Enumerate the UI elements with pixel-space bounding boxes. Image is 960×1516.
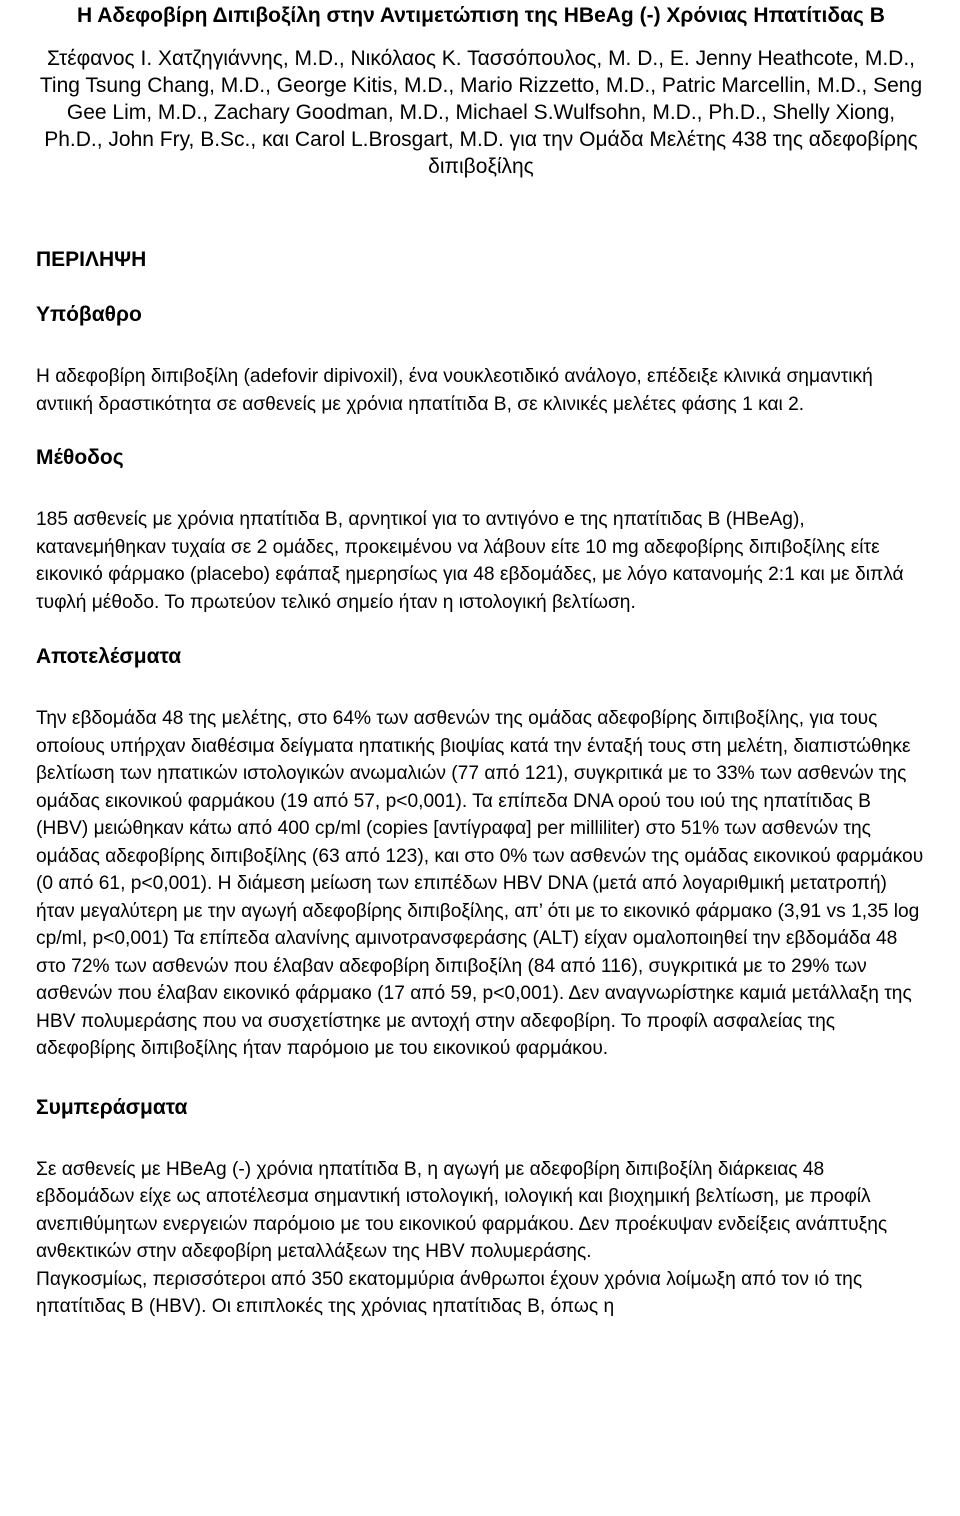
results-heading: Αποτελέσματα [36,645,182,668]
conclusions-paragraph: Σε ασθενείς με HBeAg (-) χρόνια ηπατίτιδα Β, η αγωγή με αδεφοβίρη διπιβοξίλη διάρκειας 48 εβδομάδων είχε ως αποτέλεσμα σημαντική ιστολογική, ιολογική και βιοχημική βελτίωση, με προφίλ ανεπιθύμητων ενεργειών παρόμοιο με του εικονικού φαρμάκου. Δεν προέκυψαν ενδείξεις ανάπτυξης ανθεκτικών στην αδεφοβίρη μεταλλάξεων της HBV πολυμεράσης. [36,1158,888,1262]
conclusions-heading: Συμπεράσματα [36,1095,188,1119]
results-paragraph: Την εβδομάδα 48 της μελέτης, στο 64% των ασθενών της ομάδας αδεφοβίρης διπιβοξίλης, για τους οποίους υπήρχαν διαθέσιμα δείγματα ηπατικής βιοψίας κατά την ένταξή τους στη μελέτη, διαπιστώθηκε βελτίωση των ηπατικών ιστολογικών ανωμαλιών (77 από 121), συγκριτικά με το 33% των ασθενών της ομάδας εικονικού φαρμάκου (19 από 57, p<0,001). Τα επίπεδα DNA ορού του ιού της ηπατίτιδας Β (HBV) μειώθηκαν κάτω από 400 cp/ml (copies [αντίγραφα] per milliliter) στο 51% των ασθενών της ομάδας αδεφοβίρης διπιβοξίλης (63 από 123), και στο 0% των ασθενών της ομάδας εικονικού φαρμάκου (0 από 61, p<0,001). Η διάμεση μείωση των επιπέδων HBV DNA (μετά από λογαριθμική μετατροπή) ήταν μεγαλύτερη με την αγωγή αδεφοβίρης διπιβοξίλης, απ’ ότι με το εικονικό φάρμακο (3,91 vs 1,35 log cp/ml, p<0,001) Τα επίπεδα αλανίνης αμινοτρανσφεράσης (ALT) είχαν ομαλοποιηθεί την εβδομάδα 48 στο 72% των ασθενών που έλαβαν αδεφοβίρη διπιβοξίλη (84 από 116), συγκριτικά με το 29% των ασθενών που έλαβαν εικονικό φάρμακο (17 από 59, p<0,001). Δεν αναγνωρίστηκε καμιά μετάλλαξη της HBV πολυμεράσης που να συσχετίστηκε με αντοχή στην αδεφοβίρη. Το προφίλ ασφαλείας της αδεφοβίρης διπιβοξίλης ήταν παρόμοιο με του εικονικού φαρμάκου. [36,708,924,1059]
abstract-heading: ΠΕΡΙΛΗΨΗ [36,248,147,271]
methods-paragraph: 185 ασθενείς με χρόνια ηπατίτιδα Β, αρνητικοί για το αντιγόνο e της ηπατίτιδας Β (HBeAg), κατανεμήθηκαν τυχαία σε 2 ομάδες, προκειμένου να λάβουν είτε 10 mg αδεφοβίρης διπιβοξίλης είτε εικονικό φάρμακο (placebo) εφάπαξ ημερησίως για 48 εβδομάδες, με λόγο κατανομής 2:1 και με διπλά τυφλή μέθοδο. Το πρωτεύον τελικό σημείο ήταν η ιστολογική βελτίωση. [36,509,904,613]
document-title: Η Αδεφοβίρη Διπιβοξίλη στην Αντιμετώπιση της HBeAg (-) Χρόνιας Ηπατίτιδας Β [77,4,885,27]
document-page [36,0,926,1321]
background-paragraph: Η αδεφοβίρη διπιβοξίλη (adefovir dipivoxil), ένα νουκλεοτιδικό ανάλογο, επέδειξε κλινικά σημαντική αντιική δραστικότητα σε ασθενείς με χρόνια ηπατίτιδα Β, σε κλινικές μελέτες φάσης 1 και 2. [36,366,873,415]
continuation-paragraph: Παγκοσμίως, περισσότεροι από 350 εκατομμύρια άνθρωποι έχουν χρόνια λοίμωξη από τον ιό της ηπατίτιδας Β (HBV). Οι επιπλοκές της χρόνιας ηπατίτιδας Β, όπως η [36,1268,863,1317]
methods-heading: Μέθοδος [36,446,124,469]
background-heading: Υπόβαθρο [36,303,142,326]
author-list: Στέφανος Ι. Χατζηγιάννης, M.D., Νικόλαος Κ. Τασσόπουλος, M. D., E. Jenny Heathcote, M.D., Ting Tsung Chang, M.D., George Kitis, M.D., Mario Rizzetto, M.D., Patric Marcellin, M.D., Seng Gee Lim, M.D., Zachary Goodman, M.D., Michael S.Wulfsohn, M.D., Ph.D., Shelly Xiong, Ph.D., John Fry, B.Sc., και Carol L.Brosgart, M.D. για την Ομάδα Μελέτης 438 της αδεφοβίρης διπιβοξίλης [39,47,923,178]
